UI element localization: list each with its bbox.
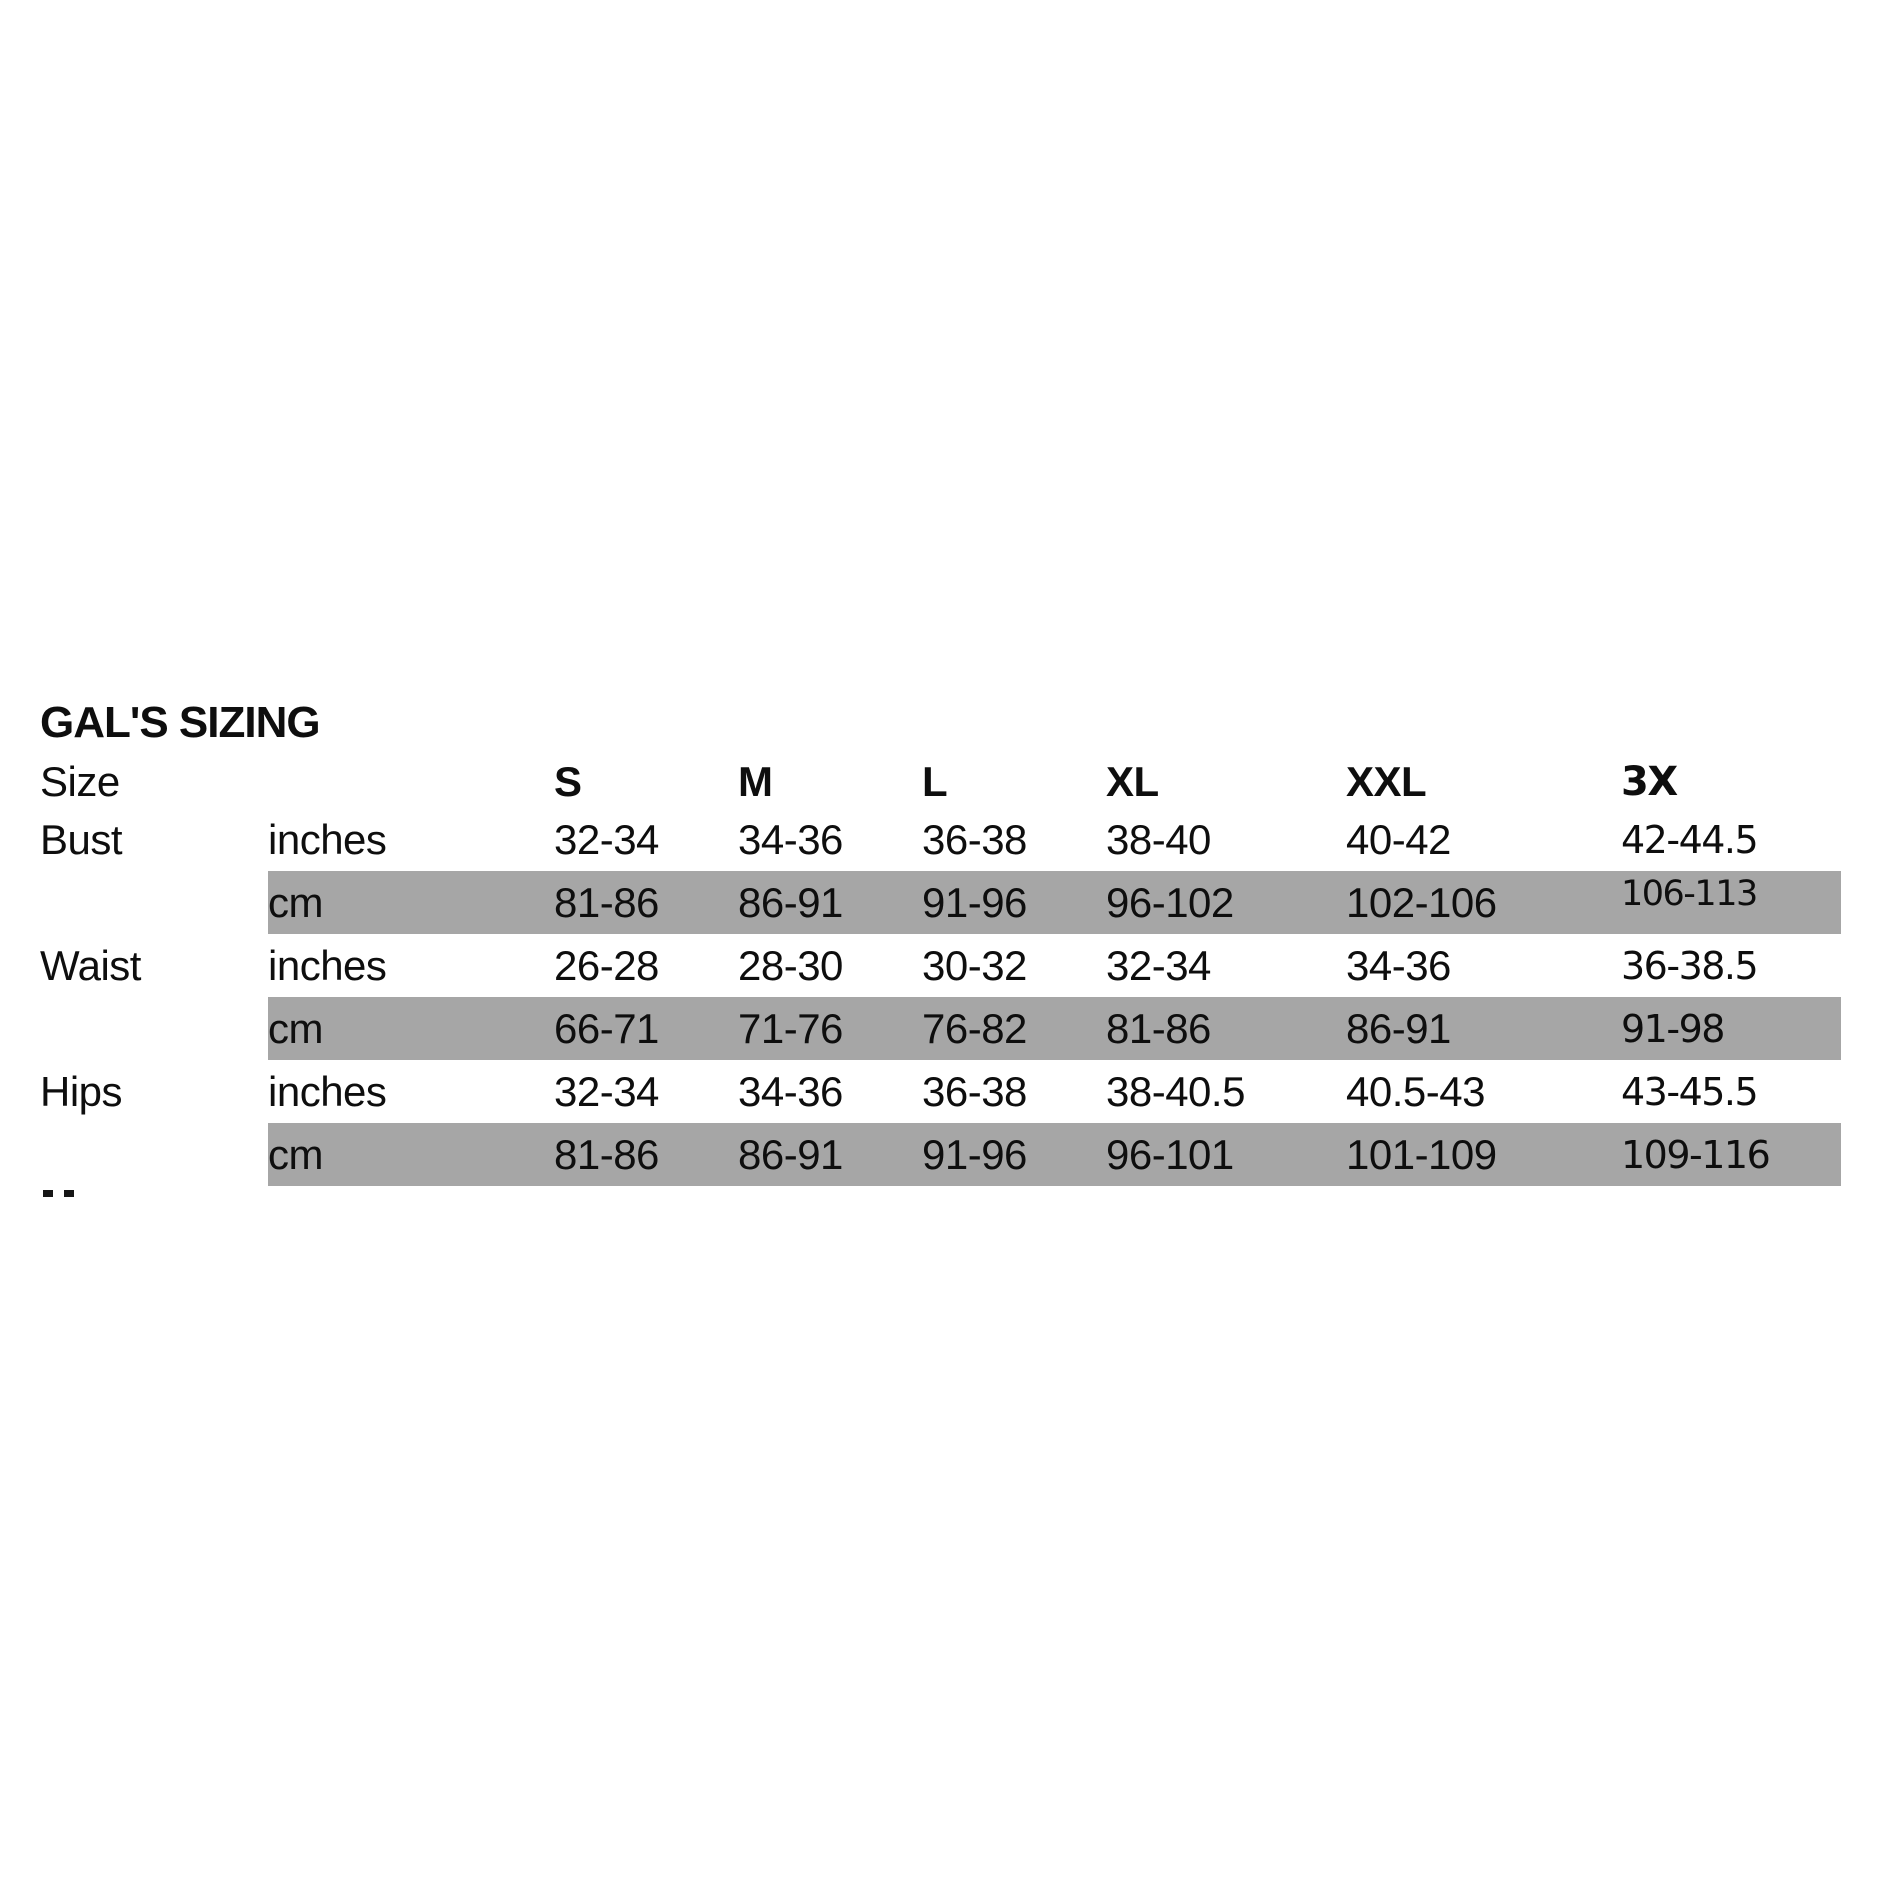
cell-value: 40.5-43	[1346, 1067, 1485, 1115]
cell-value: 101-109	[1346, 1130, 1497, 1178]
table-row-hips-cm	[40, 1123, 1841, 1186]
page-title: GAL'S SIZING	[40, 698, 320, 747]
cell-value: 76-82	[922, 1004, 1027, 1052]
cell-value: 71-76	[738, 1004, 843, 1052]
row-unit: inches	[268, 1067, 387, 1115]
table-row-waist-inches	[40, 934, 1841, 997]
cell-value: 40-42	[1346, 815, 1451, 863]
cell-value: 34-36	[738, 815, 843, 863]
row-unit: inches	[268, 941, 387, 989]
header-size-m: M	[738, 758, 773, 805]
cell-value: 42-44.5	[1621, 817, 1758, 862]
table-row-bust-inches	[40, 808, 1841, 871]
cell-value: 81-86	[554, 878, 659, 926]
cell-value: 91-96	[922, 1130, 1027, 1178]
row-unit: inches	[268, 815, 387, 863]
cell-value: 96-102	[1106, 878, 1234, 926]
cell-value: 34-36	[738, 1067, 843, 1115]
cell-value: 86-91	[738, 1130, 843, 1178]
row-label: Hips	[40, 1067, 123, 1115]
header-size-xxl: XXL	[1346, 758, 1427, 805]
cell-value: 102-106	[1346, 878, 1497, 926]
header-size-xl: XL	[1106, 758, 1159, 805]
cell-value: 38-40.5	[1106, 1067, 1245, 1115]
cell-value: 86-91	[738, 878, 843, 926]
cell-value: 91-98	[1621, 1006, 1724, 1051]
cell-value: 81-86	[1106, 1004, 1211, 1052]
cell-value: 36-38	[922, 815, 1027, 863]
header-size-l: L	[922, 758, 948, 805]
table-header-row	[40, 756, 1841, 808]
cell-value: 36-38.5	[1621, 943, 1758, 988]
row-unit: cm	[268, 1004, 323, 1052]
clipped-glyph-mark	[64, 1190, 74, 1197]
header-size-3x: 3X	[1621, 759, 1677, 805]
cell-value: 106-113	[1621, 874, 1757, 914]
cell-value: 32-34	[1106, 941, 1211, 989]
cell-value: 32-34	[554, 1067, 659, 1115]
row-label: Bust	[40, 815, 123, 863]
table-row-bust-cm	[40, 871, 1841, 934]
table-row-waist-cm	[40, 997, 1841, 1060]
clipped-text-fragment	[43, 1190, 85, 1200]
header-size-label: Size	[40, 758, 120, 805]
table-row-hips-inches	[40, 1060, 1841, 1123]
cell-value: 96-101	[1106, 1130, 1234, 1178]
cell-value: 34-36	[1346, 941, 1451, 989]
cell-value: 43-45.5	[1621, 1069, 1758, 1114]
cell-value: 66-71	[554, 1004, 659, 1052]
clipped-glyph-mark	[43, 1190, 53, 1197]
cell-value: 26-28	[554, 941, 659, 989]
cell-value: 81-86	[554, 1130, 659, 1178]
cell-value: 36-38	[922, 1067, 1027, 1115]
cell-value: 32-34	[554, 815, 659, 863]
row-unit: cm	[268, 878, 323, 926]
row-label: Waist	[40, 941, 141, 989]
row-unit: cm	[268, 1130, 323, 1178]
cell-value: 30-32	[922, 941, 1027, 989]
sizing-chart	[40, 700, 1841, 1186]
cell-value: 38-40	[1106, 815, 1211, 863]
cell-value: 91-96	[922, 878, 1027, 926]
header-size-s: S	[554, 758, 582, 805]
cell-value: 86-91	[1346, 1004, 1451, 1052]
cell-value: 109-116	[1621, 1132, 1770, 1177]
cell-value: 28-30	[738, 941, 843, 989]
